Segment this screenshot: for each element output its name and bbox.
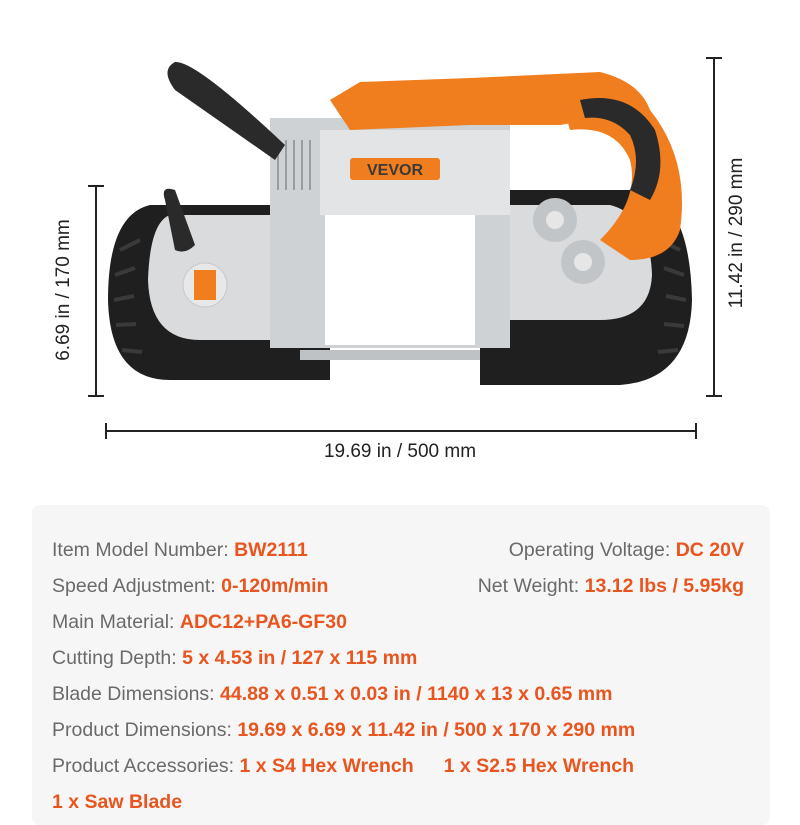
accessory-item: 1 x S4 Hex Wrench — [239, 755, 414, 777]
height-dimension-label: 11.42 in / 290 mm — [726, 157, 747, 309]
spec-value: 5 x 4.53 in / 127 x 115 mm — [182, 647, 418, 669]
width-dimension-label: 19.69 in / 500 mm — [323, 441, 477, 462]
spec-material — [52, 610, 347, 634]
spec-speed — [52, 574, 328, 598]
spec-value: 19.69 x 6.69 x 11.42 in / 500 x 170 x 290 mm — [237, 719, 636, 741]
cut-opening — [325, 215, 475, 345]
spec-label: Blade Dimensions: — [52, 683, 220, 705]
spec-label: Net Weight: — [477, 575, 585, 597]
accessory-item: 1 x S2.5 Hex Wrench — [443, 755, 635, 777]
spec-card — [32, 505, 770, 825]
spec-voltage — [509, 538, 744, 562]
spec-value: 13.12 lbs / 5.95kg — [584, 575, 744, 597]
spec-blade-dimensions — [52, 682, 612, 706]
spec-value: 0-120m/min — [221, 575, 329, 597]
spec-label: Product Dimensions: — [52, 719, 238, 741]
spec-label: Cutting Depth: — [52, 647, 183, 669]
spec-weight — [478, 574, 744, 598]
spec-accessories — [52, 754, 634, 778]
depth-dimension-label: 6.69 in / 170 mm — [53, 219, 74, 361]
spec-cutting-depth — [52, 646, 417, 670]
spec-accessories-cont — [52, 790, 182, 814]
accessory-item: 1 x Saw Blade — [52, 791, 183, 813]
spec-product-dimensions — [52, 718, 635, 742]
spec-label: Main Material: — [52, 611, 180, 633]
saw-blade — [300, 350, 480, 360]
spec-label: Item Model Number: — [52, 539, 235, 561]
spec-label: Speed Adjustment: — [52, 575, 222, 597]
spec-value: 44.88 x 0.51 x 0.03 in / 1140 x 13 x 0.65 mm — [220, 683, 613, 705]
spec-label: Operating Voltage: — [508, 539, 676, 561]
brand-logo-text: VEVOR — [366, 162, 424, 179]
spec-label: Product Accessories: — [52, 755, 240, 777]
tension-dial-label — [194, 270, 216, 300]
spec-value: DC 20V — [675, 539, 744, 561]
spec-model — [52, 538, 308, 562]
spec-value: BW2111 — [234, 539, 308, 561]
front-lever — [168, 62, 286, 160]
spec-value: ADC12+PA6-GF30 — [179, 611, 347, 633]
